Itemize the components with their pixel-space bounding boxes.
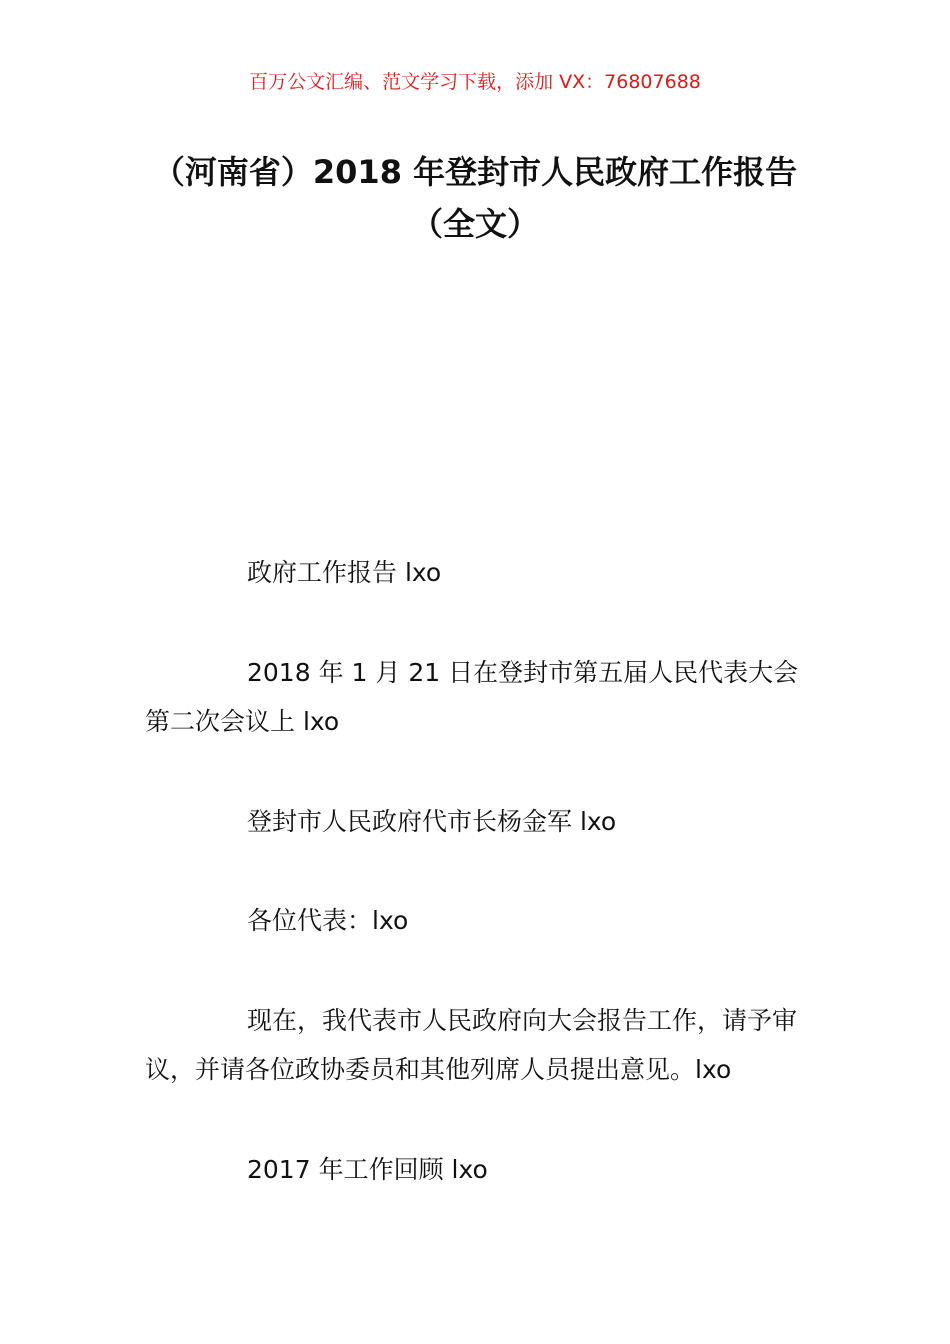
paragraph-section-heading: 2017 年工作回顾 lxo <box>247 1155 488 1184</box>
paragraph-speaker: 登封市人民政府代市长杨金军 lxo <box>247 807 617 836</box>
paragraph-meeting-date: 2018 年 1 月 21 日在登封市第五届人民代表大会第二次会议上 lxo <box>145 658 799 736</box>
document-title: （河南省）2018 年登封市人民政府工作报告（全文） <box>152 153 798 243</box>
header-notice: 百万公文汇编、范文学习下载，添加 VX：76807688 <box>249 71 701 93</box>
paragraph-report-heading: 政府工作报告 lxo <box>247 558 442 587</box>
paragraph-salutation: 各位代表：lxo <box>247 906 409 935</box>
paragraph-opening: 现在，我代表市人民政府向大会报告工作，请予审议，并请各位政协委员和其他列席人员提出意见。lxo <box>145 1006 798 1084</box>
